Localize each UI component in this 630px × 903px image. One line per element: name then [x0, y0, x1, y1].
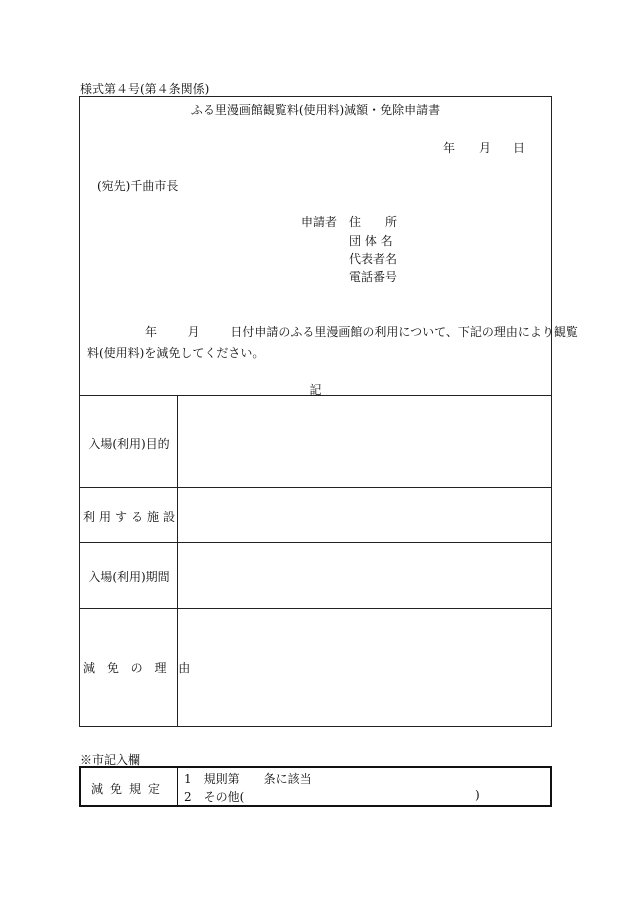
- row-label-period: 入場(利用)期間: [88, 570, 170, 584]
- request-text-rest: 日付申請のふる里漫画館の利用について、下記の理由により観覧: [230, 325, 578, 339]
- date-year: 年: [443, 141, 456, 155]
- date-day: 日: [513, 141, 526, 155]
- row-label-purpose: 入場(利用)目的: [88, 437, 170, 451]
- request-text-line2: 料(使用料)を減免してください。: [87, 346, 265, 360]
- row-label-facility: 利用する施設: [83, 510, 180, 524]
- applicant-phone-label: 電話番号: [349, 270, 398, 284]
- divider-facility-period: [79, 542, 552, 543]
- divider-purpose-facility: [79, 487, 552, 488]
- city-section-label: ※市記入欄: [80, 753, 141, 767]
- ki-heading: 記: [309, 383, 322, 397]
- exemption-option-2-close: ): [475, 788, 480, 802]
- addressee: (宛先)千曲市長: [97, 179, 179, 193]
- row-label-reason: 減 免 の 理 由: [83, 661, 195, 675]
- applicant-address-label: 住 所: [349, 215, 398, 229]
- form-title: ふる里漫画館観覧料(使用料)減額・免除申請書: [190, 103, 441, 117]
- date-month: 月: [479, 141, 492, 155]
- table-column-divider: [177, 395, 178, 727]
- applicant-group-label: 団 体 名: [349, 234, 393, 248]
- city-section-divider: [177, 766, 178, 807]
- divider-period-reason: [79, 608, 552, 609]
- applicant-representative-label: 代表者名: [349, 252, 398, 266]
- city-row-label: 減免規定: [90, 782, 167, 796]
- exemption-option-2: 2 その他(: [184, 790, 245, 804]
- form-number-label: 様式第４号(第４条関係): [80, 82, 210, 96]
- request-text-line1: [145, 323, 578, 340]
- request-month: 月: [187, 325, 200, 339]
- applicant-label: 申請者: [301, 215, 338, 229]
- exemption-option-1: 1 規則第 条に該当: [184, 772, 312, 786]
- request-year: 年: [145, 325, 158, 339]
